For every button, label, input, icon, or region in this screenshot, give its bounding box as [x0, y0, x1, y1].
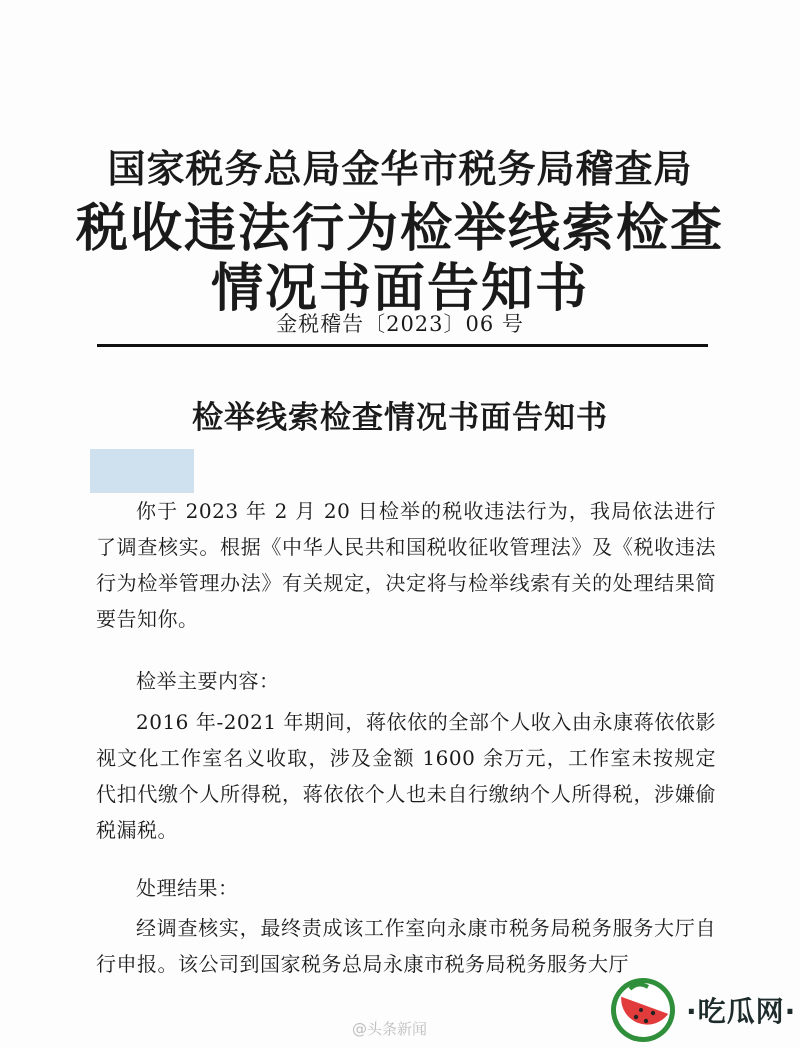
content-paragraph: [96, 704, 716, 848]
issuing-agency: 国家税务总局金华市税务局稽查局: [107, 147, 693, 191]
content-heading: [96, 663, 716, 699]
document-subtitle: 检举线索检查情况书面告知书: [192, 400, 608, 436]
result-heading-text: 处理结果：: [136, 876, 239, 900]
header-divider: [97, 344, 708, 347]
watermelon-icon: [608, 975, 678, 1045]
brand-name: ·吃瓜网·: [686, 995, 797, 1028]
source-watermark: @头条新闻: [352, 1020, 428, 1038]
intro-text: 你于 2023 年 2 月 20 日检举的税收违法行为，我局依法进行了调查核实。根据《中华人民共和国税收征收管理法》及《税收违法行为检举管理办法》有关规定，决定将与检举线索有关的处理结果简要告知你。: [96, 499, 716, 631]
brand-logo: [608, 975, 796, 1045]
document-title-line2: 情况书面告知书: [210, 259, 589, 319]
result-text: 经调查核实，最终责成该工作室向永康市税务局税务服务大厅自行申报。该公司到国家税务总局永康市税务局税务服务大厅: [96, 916, 716, 976]
content-heading-text: 检举主要内容：: [136, 669, 280, 693]
intro-paragraph: [96, 493, 716, 637]
result-heading: [96, 870, 716, 906]
document-number: 金税稽告〔2023〕06 号: [276, 312, 524, 336]
result-paragraph: [96, 910, 716, 982]
document-title-line1: 税收违法行为检举线索检查: [75, 199, 724, 259]
content-text: 2016 年-2021 年期间，蒋依依的全部个人收入由永康蒋依依影视文化工作室名义收取，涉及金额 1600 余万元，工作室未按规定代扣代缴个人所得税，蒋依依个人也未自行缴纳个人所得税，涉嫌偷税漏税。: [96, 710, 716, 842]
redacted-recipient-name: [90, 449, 194, 493]
